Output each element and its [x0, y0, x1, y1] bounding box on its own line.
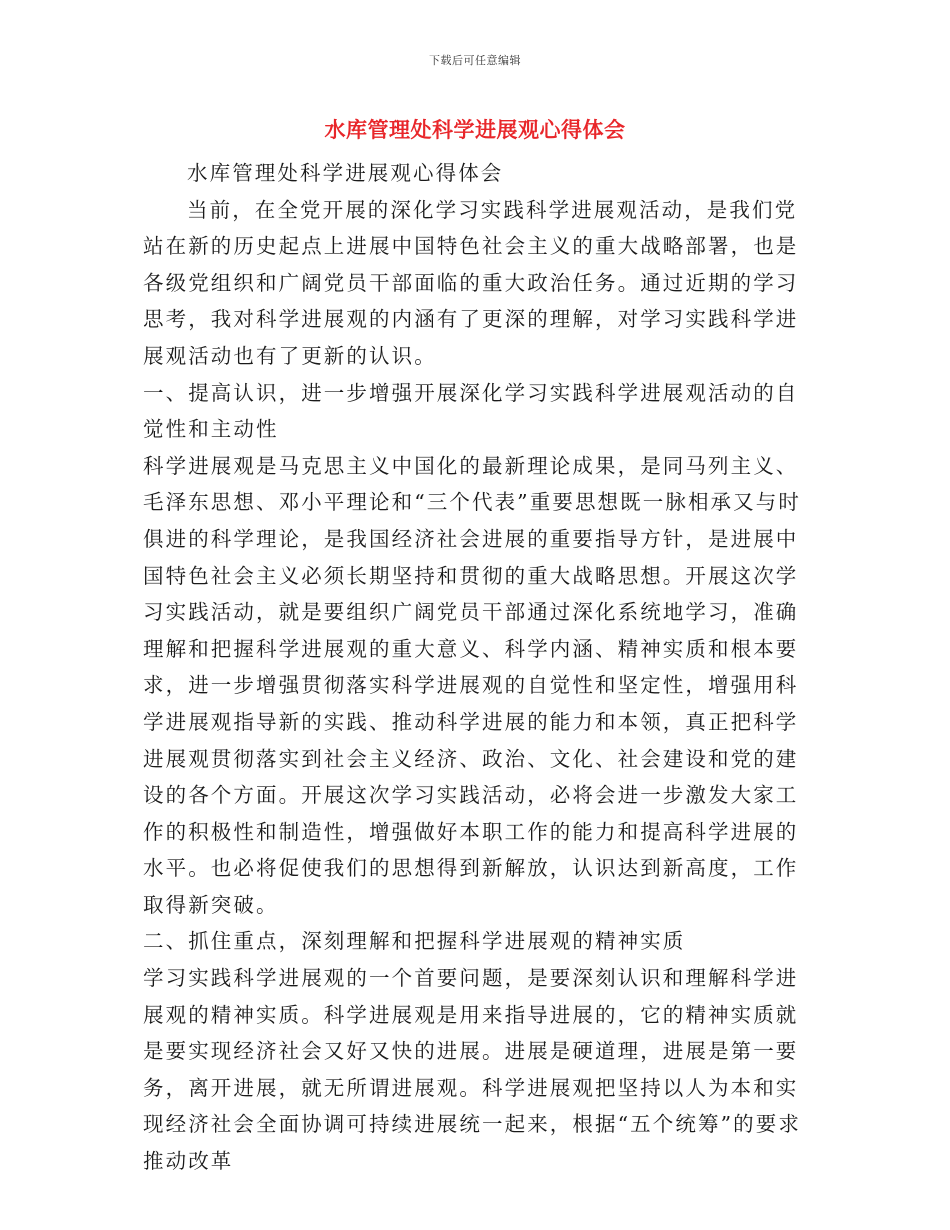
section-heading-1: 一、提高认识，进一步增强开展深化学习实践科学进展观活动的自觉性和主动性 [143, 380, 799, 442]
document-title: 水库管理处科学进展观心得体会 [324, 118, 626, 142]
section-heading-2: 二、抓住重点，深刻理解和把握科学进展观的精神实质 [143, 929, 686, 954]
paragraph-section-2: 学习实践科学进展观的一个首要问题，是要深刻认识和理解科学进展观的精神实质。科学进展观是用来指导进展的，它的精神实质就是要实现经济社会又好又快的进展。进展是硬道理，进展是第一要务，离开进展，就无所谓进展观。科学进展观把坚持以人为本和实现经济社会全面协调可持续进展统一起来，根据“五个统筹”的要求推动改革 [143, 966, 801, 1174]
document-subtitle: 水库管理处科学进展观心得体会 [187, 161, 504, 185]
page-header: 下载后可任意编辑 [429, 54, 521, 67]
document-body [143, 155, 803, 1180]
paragraph-intro: 当前，在全党开展的深化学习实践科学进展观活动，是我们党站在新的历史起点上进展中国特色社会主义的重大战略部署，也是各级党组织和广阔党员干部面临的重大政治任务。通过近期的学习思考，我对科学进展观的内涵有了更深的理解，对学习实践科学进展观活动也有了更新的认识。 [143, 197, 799, 368]
paragraph-section-1: 科学进展观是马克思主义中国化的最新理论成果，是同马列主义、毛泽东思想、邓小平理论和“三个代表”重要思想既一脉相承又与时俱进的科学理论，是我国经济社会进展的重要指导方针，是进展中国特色社会主义必须长期坚持和贯彻的重大战略思想。开展这次学习实践活动，就是要组织广阔党员干部通过深化系统地学习，准确理解和把握科学进展观的重大意义、科学内涵、精神实质和根本要求，进一步增强贯彻落实科学进展观的自觉性和坚定性，增强用科学进展观指导新的实践、推动科学进展的能力和本领，真正把科学进展观贯彻落实到社会主义经济、政治、文化、社会建设和党的建设的各个方面。开展这次学习实践活动，必将会进一步激发大家工作的积极性和制造性，增强做好本职工作的能力和提高科学进展的水平。也必将促使我们的思想得到新解放，认识达到新高度，工作取得新突破。 [143, 453, 801, 917]
